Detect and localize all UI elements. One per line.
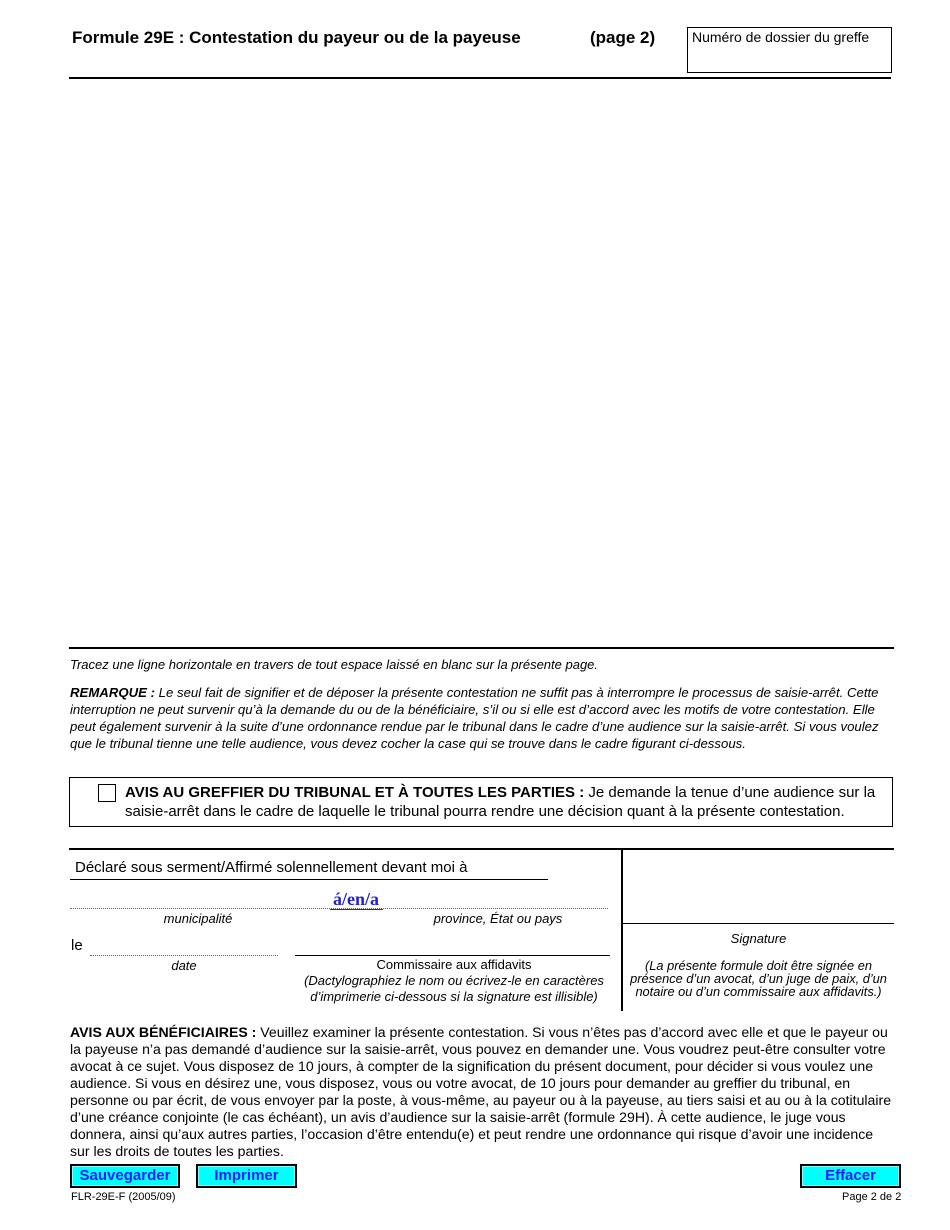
le-label: le (71, 937, 83, 954)
header-divider (69, 77, 891, 79)
draw-line-note: Tracez une ligne horizontale en travers de tout espace laissé en blanc sur la présente page. (70, 657, 599, 672)
declared-underline (70, 879, 548, 880)
contestation-text-area[interactable] (69, 80, 891, 645)
signature-line (623, 923, 894, 924)
remarque-paragraph (70, 684, 895, 752)
province-label: province, État ou pays (433, 911, 563, 926)
remarque-text: Le seul fait de signifier et de déposer la présente contestation ne suffit pas à interrompre le processus de saisie-arrêt. Cette interruption ne peut survenir qu’à la demande du ou de la bénéficiaire, s’il ou si elle est d’accord avec les motifs de votre contestation. Elle peut également survenir à la suite d’une ordonnance rendue par le tribunal dans le cadre d’une audience sur la saisie-arrêt. Si vous voulez que le tribunal tienne une telle audience, vous devez cocher la case qui se trouve dans le cadre figurant ci-dessous. (70, 685, 879, 751)
hearing-request-title: AVIS AU GREFFIER DU TRIBUNAL ET À TOUTES LES PARTIES : (125, 784, 585, 801)
commissioner-block (295, 957, 613, 1005)
municipality-province-field[interactable] (70, 908, 608, 909)
hearing-request-text (125, 783, 885, 821)
commissioner-note: (Dactylographiez le nom ou écrivez-le en caractères d’imprimerie ci-dessous si la signature est illisible) (304, 973, 604, 1004)
beneficiaries-label: AVIS AUX BÉNÉFICIAIRES : (70, 1024, 257, 1040)
hearing-request-body: Je demande la tenue d’une audience sur la saisie-arrêt dans le cadre de laquelle le tribunal pourra rendre une décision quant à la présente contestation. (125, 784, 876, 820)
file-number-field[interactable] (687, 27, 892, 73)
hearing-request-checkbox[interactable] (98, 784, 116, 802)
declared-label: Déclaré sous serment/Affirmé solennellement devant moi à (75, 859, 468, 876)
form-title: Formule 29E : Contestation du payeur ou de la payeuse (72, 28, 521, 47)
clear-button-label: Effacer (802, 1166, 899, 1186)
commissioner-title: Commissaire aux affidavits (376, 957, 532, 972)
print-button-label: Imprimer (198, 1166, 295, 1186)
remarque-label: REMARQUE : (70, 685, 155, 700)
print-button[interactable] (196, 1164, 297, 1188)
beneficiaries-text: Veuillez examiner la présente contestation. Si vous n’êtes pas d’accord avec elle et que le payeur ou la payeuse n’a pas demandé d’audience sur la saisie-arrêt, vous pouvez en demander une. Vous voudrez peut-être consulter votre avocat à ce sujet. Vous disposez de 10 jours, à compter de la signification du présent document, pour décider si vous voulez une audience. Si vous en désirez une, vous disposez, vous ou votre avocat, de 10 jours pour demander au greffier du tribunal, en personne ou par écrit, de vous envoyer par la poste, à vous-même, au payeur ou à la payeuse, au tiers saisi et au ou à la cotitulaire d’une créance conjointe (le cas échéant), un avis d’audience sur la saisie-arrêt (formule 29H). À cette audience, le juge vous donnera, ainsi qu’aux autres parties, l’occasion d’être entendu(e) et peut rendre une ordonnance qui risque d’avoir une incidence sur les droits de toutes les parties. (70, 1024, 892, 1159)
save-button[interactable] (70, 1164, 180, 1188)
page-of: Page 2 de 2 (842, 1191, 902, 1203)
commissioner-line (295, 955, 610, 956)
save-button-label: Sauvegarder (72, 1166, 178, 1186)
hearing-request-box (69, 777, 893, 827)
section-divider (69, 647, 894, 649)
beneficiaries-notice (70, 1024, 896, 1160)
page-label: (page 2) (590, 28, 656, 47)
oath-top-divider (69, 848, 894, 850)
file-number-label: Numéro de dossier du greffe (692, 29, 870, 45)
aen-text: á/en/a (333, 889, 380, 909)
signature-note: (La présente formule doit être signée en présence d’un avocat, d’un juge de paix, d’un notaire ou d’un commissaire aux affidavits.) (630, 958, 887, 999)
form-code: FLR-29E-F (2005/09) (71, 1191, 176, 1203)
date-field[interactable] (90, 955, 278, 956)
aen-underline (330, 909, 383, 910)
clear-button[interactable] (800, 1164, 901, 1188)
date-label: date (171, 958, 197, 973)
municipality-label: municipalité (163, 911, 233, 926)
signature-label: Signature (730, 931, 787, 946)
